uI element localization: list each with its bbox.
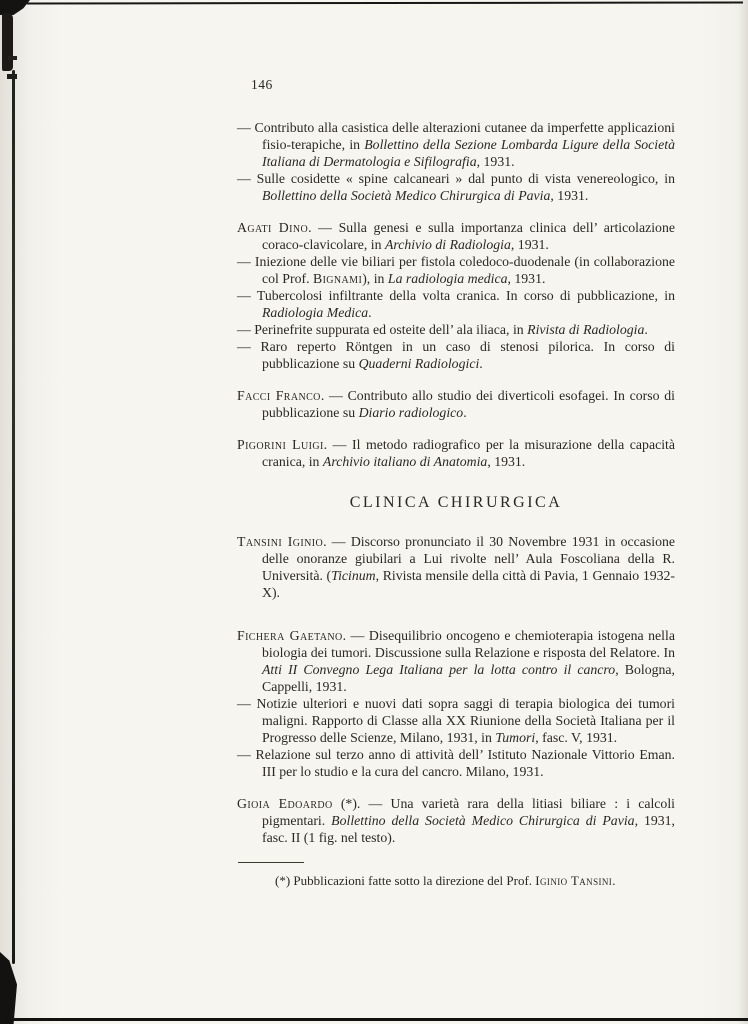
author-name: Pigorini Luigi	[237, 437, 324, 452]
bibliography-group	[237, 219, 675, 372]
author-name: Facci Franco	[237, 388, 321, 403]
journal-title: Bollettino della Società Medico Chirurgica di Pavia	[331, 813, 635, 828]
entry-text: — Perinefrite suppurata ed osteite dell’ ala iliaca, in	[237, 322, 528, 337]
entry-text: , 1931, fasc. II (1 fig. nel testo).	[262, 813, 675, 845]
footnote-text	[237, 872, 675, 889]
entry-text: . — Il metodo radiografico per la misurazione della capacità cranica, in	[262, 437, 675, 469]
entry-text: . — Discorso pronunciato il 30 Novembre 1931 in occasione delle onoranze giubilari a Lui rivolte nell’ Aula Foscoliana della R. Università. (	[262, 534, 675, 583]
bibliography-entry	[237, 219, 675, 253]
bibliography-entry	[237, 170, 675, 204]
journal-title: Ticinum	[331, 568, 376, 583]
bibliography-group	[237, 533, 675, 601]
entry-text: — Raro reperto Röntgen in un caso di stenosi pilorica. In corso di pubblicazione su	[237, 339, 675, 371]
page-top-edge-line	[27, 2, 743, 5]
entry-text: , 1931.	[510, 237, 549, 252]
bibliography-group	[237, 387, 675, 421]
author-name: Iginio Tansini	[535, 873, 613, 888]
bibliography-group	[237, 119, 675, 204]
bibliography-group	[237, 627, 675, 780]
author-name: Fichera Gaetano	[237, 628, 343, 643]
bibliography-entry	[237, 321, 675, 338]
author-name: Gioia Edoardo	[237, 796, 333, 811]
journal-title: Diario radiologico	[358, 405, 464, 420]
entry-text: ), in	[362, 271, 388, 286]
entry-text: — Tubercolosi infiltrante della volta cranica. In corso di pubblicazione, in	[237, 288, 675, 303]
section-heading: CLINICA CHIRURGICA	[349, 494, 563, 511]
bibliography-entry	[237, 627, 675, 695]
bibliography-entry	[237, 338, 675, 372]
author-name: Agati Dino	[237, 220, 309, 235]
entry-text: . — Sulla genesi e sulla importanza clinica dell’ articolazione coraco-clavicolare, in	[262, 220, 675, 252]
page-number: 146	[251, 77, 273, 92]
author-name: Bignami	[312, 271, 363, 286]
entry-text: .	[479, 356, 483, 371]
entry-text: — Relazione sul terzo anno di attività dell’ Istituto Nazionale Vittorio Eman. III per lo studio e la cura del cancro. Milano, 1931.	[237, 747, 675, 779]
bibliography-section-chirurgica	[237, 533, 675, 846]
page-bottom-edge-line	[6, 1018, 748, 1021]
entry-text: — Contributo alla casistica delle alterazioni cutanee da imperfette applicazioni fisio-terapiche, in	[237, 120, 675, 152]
bibliography-entry	[237, 119, 675, 170]
entry-text: .	[612, 873, 616, 888]
entry-text: , 1931.	[550, 188, 589, 203]
bibliography-entry	[237, 287, 675, 321]
binding-tick-icon	[7, 74, 17, 79]
binding-spine-line	[12, 70, 15, 964]
binding-mark-top-left	[0, 0, 30, 15]
binding-mark-upper	[2, 13, 13, 71]
entry-text: , 1931.	[487, 454, 526, 469]
bibliography-section-radiologia	[237, 119, 675, 470]
bibliography-group	[237, 795, 675, 846]
journal-title: Radiologia Medica	[262, 305, 369, 320]
entry-text: . — Contributo allo studio dei diverticoli esofagei. In corso di pubblicazione su	[262, 388, 675, 420]
entry-text: .	[368, 305, 372, 320]
journal-title: Archivio di Radiologia	[384, 237, 511, 252]
footnote-separator-rule	[238, 862, 304, 863]
entry-text: , 1931.	[476, 154, 515, 169]
entry-text: , Bologna, Cappelli, 1931.	[262, 662, 675, 694]
bibliography-entry	[237, 387, 675, 421]
journal-title: La radiologia medica	[387, 271, 508, 286]
entry-text: , fasc. V, 1931.	[535, 730, 618, 745]
journal-title: Rivista di Radiologia	[527, 322, 645, 337]
author-name: Tansini Iginio	[237, 534, 324, 549]
bibliography-group	[237, 436, 675, 470]
entry-text: . — Disequilibrio oncogeno e chemioterapia istogena nella biologia dei tumori. Discussione sulla Relazione e risposta del Relatore. In	[262, 628, 675, 660]
bibliography-entry	[237, 695, 675, 746]
entry-text: — Sulle cosidette « spine calcaneari » dal punto di vista venereologico, in	[237, 171, 675, 186]
entry-text: — Iniezione delle vie biliari per fistola coledoco-duodenale (in collaborazione col Prof.	[237, 254, 675, 286]
text-block	[237, 76, 675, 889]
bibliography-entry	[237, 795, 675, 846]
binding-mark-bottom-left	[0, 952, 17, 1024]
journal-title: Quaderni Radiologici	[358, 356, 480, 371]
bibliography-entry	[237, 746, 675, 780]
entry-text: — Notizie ulteriori e nuovi dati sopra saggi di terapia biologica dei tumori maligni. Rapporto di Classe alla XX Riunione della Società Italiana per il Progresso delle Scienze, Milano, 1931, in	[237, 696, 675, 745]
bibliography-entry	[237, 436, 675, 470]
journal-title: Atti II Convegno Lega Italiana per la lotta contro il cancro	[262, 662, 616, 677]
journal-title: Archivio italiano di Anatomia	[322, 454, 488, 469]
journal-title: Bollettino della Società Medico Chirurgica di Pavia	[262, 188, 551, 203]
entry-text: (*) Pubblicazioni fatte sotto la direzione del Prof.	[275, 873, 536, 888]
binding-tick-icon	[8, 56, 17, 60]
journal-title: Bollettino della Sezione Lombarda Ligure della Società Italiana di Dermatologia e Sifilografia	[262, 137, 675, 169]
entry-text: (*). — Una varietà rara della litiasi biliare : i calcoli pigmentari.	[262, 796, 675, 828]
entry-text: .	[644, 322, 648, 337]
entry-text: .	[463, 405, 467, 420]
bibliography-entry	[237, 253, 675, 287]
page-right-edge-shade	[738, 0, 748, 1024]
bibliography-entry	[237, 533, 675, 601]
entry-text: , 1931.	[507, 271, 546, 286]
entry-text: , Rivista mensile della città di Pavia, 1 Gennaio 1932-X).	[262, 568, 676, 600]
journal-title: Tumori	[495, 730, 536, 745]
